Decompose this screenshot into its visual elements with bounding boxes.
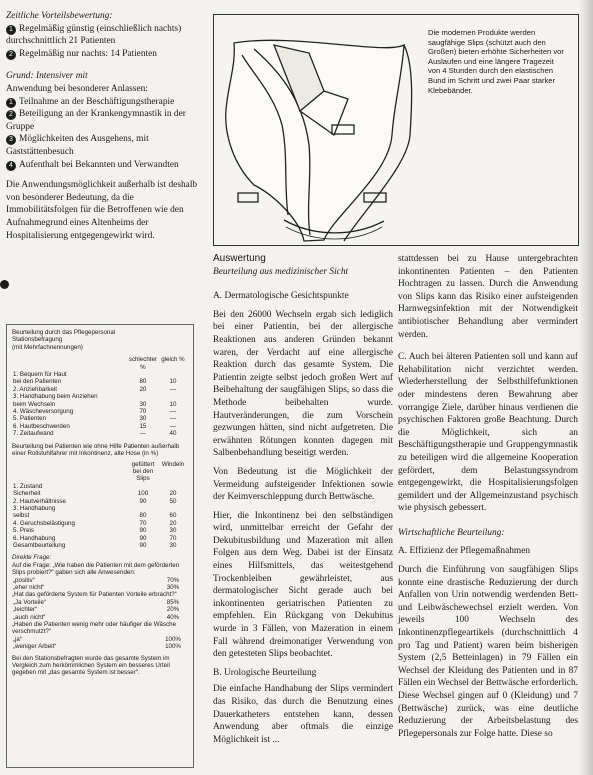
section-title-1: Zeitliche Vorteilsbewertung: [6,11,113,21]
table-header-cell: gefüttert bei den Slips [131,460,155,483]
table-row: Gesamtbeurteilung 90 30 [13,541,177,549]
table-row: beim Wechseln 30 10 [13,400,177,408]
middle-column [213,253,393,746]
subheading: Beurteilung aus medizinischer Sicht [213,266,349,277]
table-header-cell: gleich % [161,356,185,364]
number-badge-icon: 2 [6,110,16,120]
list-item-text: Teilnahme an der Beschäftigungstherapie [19,96,175,107]
question-text: „Hat das geförderte System für Patienten Vorteile erbracht?“ [12,591,177,599]
subheading: A. Effizienz der Pflegemaßnahmen [398,546,531,557]
table-row: 4. Geruchsbelästigung 70 20 [13,519,177,527]
number-badge-icon: 1 [6,25,16,35]
table-row: „Ja Vorteile“ 85% [13,598,180,606]
figure-caption: Die modernen Produkte werden saugfähige Slips (schützt auch den Großen) bieten erhöhte Sicherheiten vor Auslaufen und eine längere Tragezeit von 4 Stunden durch den elastischen Bund im Schritt und zwei Paar starker Klebebänder. [428,28,564,95]
section-title-2: Grund: Intensiver mit [6,71,88,82]
list-item [6,96,202,109]
subheading: A. Dermatologische Gesichtspunkte [213,291,349,302]
number-badge-icon: 2 [6,50,16,60]
answer-table [12,599,188,621]
table-row: 1. Bequem für Haut [13,371,67,379]
box-footnote: Bei den Stationsbefragten wurde das gesamte System im Vergleich zum herkömmlichen System ein besseres Urteil gegeben mit „das gesamte System ist besser“. [12,654,170,677]
table-row: „eher nicht“ 30% [13,584,180,591]
paragraph: Die einfache Handhabung der Slips vermindert das Risiko, das durch die Benutzung eines Dauerkatheters entstehen kann, dessen Anwendung aber oftmals die einzige Möglichkeit ist ... [213,684,393,745]
section-intro: Anwendung bei besonderer Anlassen: [6,83,148,94]
punch-hole-dot [0,280,9,289]
table-row: „leichter“ 20% [13,606,180,614]
table-row: 5. Preis 90 30 [13,527,177,535]
survey-table-1 [12,356,188,437]
table-row: 3. Handhabung [13,504,56,512]
paragraph: Bei den 26000 Wechseln ergab sich lediglich bei einer Patientin, bei der allergische Reaktionen aus anderen Gründen bekannt waren, der Verdacht auf eine allergische Reaktion durch das gesamte System. Die Patientin zeigte selbst jedoch großen Wert auf Beibehaltung der saugfähigen Slips, so dass die Methode beibehalten wurde. Hautveränderungen, die zum Vorschein gezwungen hätten, sind nicht aufgetreten. Die erwähnten Rötungen konnten dagegen mit Salbenbehandlung beseitigt werden. [213,309,393,459]
paragraph: Die Anwendungsmöglichkeit außerhalb ist deshalb von besonderer Bedeutung, da die Immobilitätsfolgen für die Betroffenen wie den Aufnahmegrund eines Altenheims der Hospitalisierung entgegengewirkt wird. [6,180,198,241]
table-row: 5. Patienten 30 — [13,415,177,423]
paragraph: Durch die Einführung von saugfähigen Slips konnte eine drastische Reduzierung der durch Anfallen von Urin notwendig werdenden Bett- und Leibwäschewechsel erzielt werden. Von jeweils 100 Wechseln des Inkontinenzpflegeartikels (durchschnittlich 4 pro Tag und Patient) waren beim bisherigen System (2,5 Betteinlagen) in 79 Fällen ein Wechsel der Kleidung des Patienten und in 87 Fällen ein Wechsel der Bettwäsche erforderlich. Diese Wechsel gingen auf 0 (Kleidung) und 7 (Bettwäsche) zurück, was eine deutliche Reduzierung der Arbeitsbelastung des Pflegepersonals zur Folge hatte. Diese so [398,565,578,739]
list-item-text: Beteiligung an der Krankengymnastik in der Gruppe [6,109,186,132]
table-row: selbst 80 60 [13,512,177,520]
table-row: „weniger Arbeit“ 100% [13,643,181,651]
number-badge-icon: 4 [6,161,16,171]
subheading: B. Urologische Beurteilung [213,667,317,678]
question-text: Auf die Frage: „Wie haben die Patienten mit dem geförderten Slips probiert?“ gaben sich alle Anwesenden: [12,561,180,577]
box-title: Beurteilung durch das Pflegepersonal [12,329,116,336]
table-row: 4. Wäscheversorgung 70 — [13,408,177,416]
survey-box [6,324,194,768]
paragraph: Hier, die Inkontinenz bei den selbständigen wird, unmittelbar erreicht der Gefahr der Dekubitusbildung und Mazeration mit allen Folgen aus dem Weg. Dabei ist der Einsatz eines Hilfsmittels, das weitestgehend Trockenbleiben gewährleistet, aus dermatologischer Sicht gerade auch bei inkontinenten geriatrischen Patienten zu empfehlen. Ein Rückgang von Dekubitus wurde in 3 Fällen, von Mazeration in einem Fall während dreimonatiger Verwendung von den getesteten Slips beobachtet. [213,510,393,660]
paragraph: stattdessen bei zu Hause untergebrachten inkontinenten Patienten – den Patienten Hochtragen zu lassen. Durch die Anwendung von Slips kann das Risiko einer aufsteigenden Harnwegsinfektion mit der Notwendigkeit antibiotischer Behandlung aber vermindert werden. [398,254,578,340]
table-header-row [12,356,188,371]
table-row: bei den Patienten 80 10 [13,378,177,386]
table-header-cell: schlechter % [128,356,157,371]
table-row: Sicherheit 100 20 [13,490,177,498]
table-header-cell: Windeln [161,460,185,468]
survey-table-2 [12,461,188,550]
table-row: 6. Hautbeschwerden 15 — [13,422,177,430]
subheading: Wirtschaftliche Beurteilung: [398,527,505,538]
table-row: 3. Handhabung beim Anziehen [13,393,98,401]
paragraph: Von Bedeutung ist die Möglichkeit der Vermeidung aufsteigender Infektionen sowie der Keimverschleppung durch Bettwäsche. [213,466,393,503]
list-item [6,133,202,158]
number-badge-icon: 1 [6,98,16,108]
question-text: „Haben die Patienten wenig mehr oder häufiger die Wäsche verschmutzt?“ [12,621,177,636]
box-subtitle: Stationsbefragung [12,336,63,344]
paragraph: C. Auch bei älteren Patienten soll und kann auf Rehabilitation nicht verzichtet werden. Wiederherstellung der Selbsthilfefunktionen oder mindestens deren Bewahrung aber vorrangige Ziele, darüber hinaus verdienen die psychischen Faktoren große Beachtung. Durch die Möglichkeit, sich an Beschäftigungstherapie und Gruppengymnastik zu beteiligen wird die allgemeine Kooperation gefördert, dem Belastungssyndrom entgegengewirkt, die Hospitalisierungsfolgen gemildert und der Allgemeinzustand psychisch wie physisch gebessert. [398,352,578,514]
table-header-row [12,461,188,483]
table-row: 2. Anziehbarkeit 20 — [13,385,177,393]
table-row: „ja“ 100% [13,635,181,643]
right-column [398,253,578,740]
question-title: Direkte Frage: [12,554,52,562]
table-row: 6. Handhabung 90 70 [13,534,177,542]
table-row: „auch nicht“ 40% [13,613,180,621]
table-row: 2. Hautverhältnisse 90 50 [13,497,177,505]
table-row: 1. Zustand [13,482,43,490]
table-row: „positiv“ 70% [13,576,180,584]
list-item-text: Aufenthalt bei Bekannten und Verwandten [19,159,179,170]
box-mid-text: Beurteilung bei Patienten wie ohne Hilfe Patienten außerhalb einer Rollstuhlfahrer mit Inkontinenz, alte Hose (in %) [12,442,180,458]
answer-table [12,636,188,651]
list-item-text: Regelmäßig günstig (einschließlich nachts) durchschnittlich 21 Patienten [6,23,182,47]
list-item-text: Möglichkeiten des Ausgehens, mit Gaststättenbesuch [6,134,149,157]
list-item [6,48,202,61]
number-badge-icon: 3 [6,135,16,145]
list-item [6,159,202,172]
list-item [6,108,202,133]
table-row: 7. Zeitaufwand — 40 [13,430,177,438]
page-edge-shadow [579,0,593,775]
left-column [6,10,202,242]
heading-auswertung: Auswertung [213,253,266,264]
box-subtitle: (mit Mehrfachnennungen) [12,343,83,351]
list-item-text: Regelmäßig nur nachts: 14 Patienten [19,48,157,59]
list-item [6,23,202,48]
answer-table [12,577,188,592]
